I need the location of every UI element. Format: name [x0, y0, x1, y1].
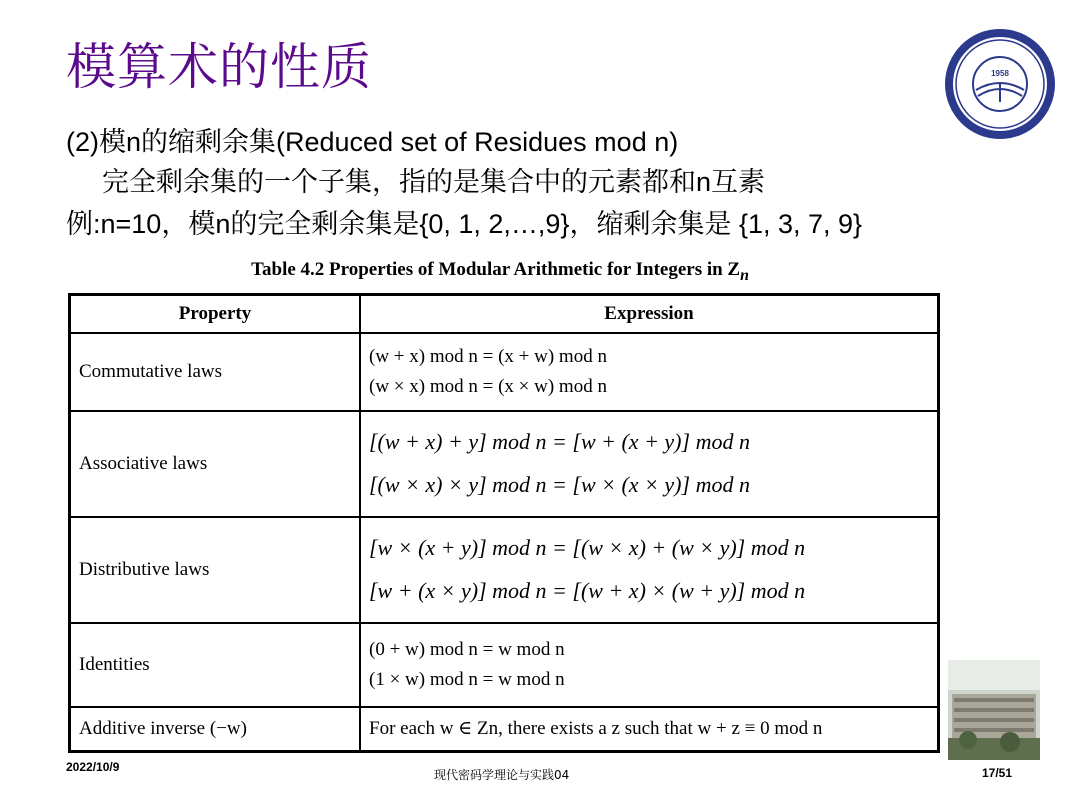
- expression-line: (0 + w) mod n = w mod n: [369, 638, 565, 660]
- expression-line: (w × x) mod n = (x × w) mod n: [369, 376, 607, 397]
- expression-cell: [360, 333, 939, 411]
- expression-cell: [360, 707, 939, 752]
- example-line: 例:n=10，模n的完全剩余集是{0, 1, 2,…,9}，缩剩余集是 {1, 3, 7, 9}: [66, 209, 863, 239]
- expression-line: [(w + x) + y] mod n = [w + (x + y)] mod n: [369, 429, 750, 455]
- expression-cell: [360, 411, 939, 517]
- slide-title: 模算术的性质: [66, 38, 372, 96]
- property-cell: Identities: [70, 623, 361, 707]
- table-row: [70, 517, 939, 623]
- expression-line: (w + x) mod n = (x + w) mod n: [369, 345, 607, 367]
- table-caption: [0, 259, 1080, 285]
- logo-year: 1958: [991, 69, 1009, 78]
- university-logo: [942, 26, 1058, 142]
- property-cell: Associative laws: [70, 411, 361, 517]
- property-cell: Commutative laws: [70, 333, 361, 411]
- property-cell: Additive inverse (−w): [70, 707, 361, 752]
- footer-page-number: 17/51: [982, 766, 1013, 780]
- expression-line: [w + (x × y)] mod n = [(w + x) × (w + y)] mod n: [369, 578, 806, 603]
- header-expression: Expression: [360, 295, 939, 334]
- expression-line: [(w × x) × y] mod n = [w × (x × y)] mod n: [369, 472, 750, 497]
- caption-subscript: n: [740, 266, 749, 284]
- table-row: [70, 333, 939, 411]
- caption-text: Table 4.2 Properties of Modular Arithmetic for Integers in Z: [251, 259, 741, 280]
- properties-table: [68, 293, 940, 753]
- expression-line: For each w ∈ Zn, there exists a z such that w + z ≡ 0 mod n: [369, 717, 823, 739]
- campus-building-image: [948, 660, 1040, 760]
- header-property: Property: [70, 295, 361, 334]
- table-row: [70, 623, 939, 707]
- footer-date: 2022/10/9: [66, 760, 120, 774]
- definition-line: 完全剩余集的一个子集，指的是集合中的元素都和n互素: [102, 167, 766, 197]
- footer-course: 现代密码学理论与实践04: [434, 768, 570, 782]
- table-row: [70, 411, 939, 517]
- expression-line: [w × (x + y)] mod n = [(w × x) + (w × y)] mod n: [369, 535, 806, 561]
- table-row: [70, 707, 939, 752]
- expression-cell: [360, 517, 939, 623]
- property-cell: Distributive laws: [70, 517, 361, 623]
- expression-cell: [360, 623, 939, 707]
- expression-line: (1 × w) mod n = w mod n: [369, 669, 565, 690]
- subtitle-line: (2)模n的缩剩余集(Reduced set of Residues mod n): [66, 127, 679, 157]
